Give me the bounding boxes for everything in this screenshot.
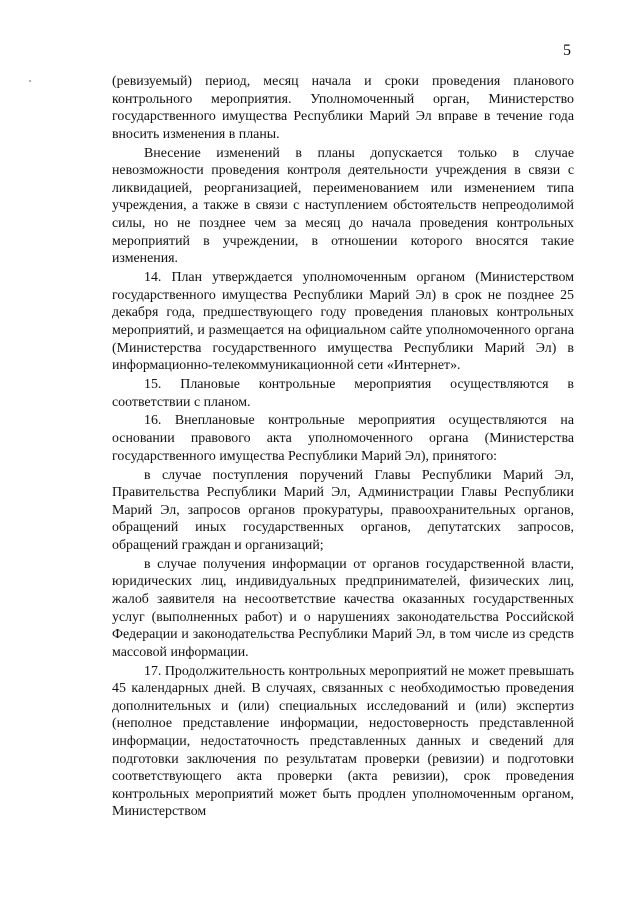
- paragraph-5: 16. Внеплановые контрольные мероприятия осуществляются на основании правового акта уполномоченного органа (Министерства государственного имущества Республики Марий Эл), принятого:: [112, 413, 574, 464]
- paragraph-4: 15. Плановые контрольные мероприятия осуществляются в соответствии с планом.: [112, 376, 574, 410]
- paragraph-8: 17. Продолжительность контрольных мероприятий не может превышать 45 календарных дней. В случаях, связанных с необходимостью проведения дополнительных и (или) специальных исследований и (или) экспертиз (неполное представление информации, недостоверность представленной информации, недостаточность представленных данных и сведений для подготовки заключения по результатам проверки (ревизии) и подготовки соответствующего акта проверки (акта ревизии), срок проведения контрольных мероприятий может быть продлен уполномоченным органом, Министерством: [112, 663, 574, 820]
- paragraph-7: в случае получения информации от органов государственной власти, юридических лиц, индивидуальных предпринимателей, физических лиц, жалоб заявителя на несоответствие качества оказанных государственных услуг (выполненных работ) и о нарушениях законодательства Российской Федерации и законодательства Республики Марий Эл, в том числе из средств массовой информации.: [112, 556, 574, 660]
- document-body: [112, 73, 574, 822]
- paragraph-1: (ревизуемый) период, месяц начала и сроки проведения планового контрольного мероприятия. Уполномоченный орган, Министерство государственного имущества Республики Марий Эл вправе в течение года вносить изменения в планы.: [112, 74, 574, 142]
- paragraph-2: Внесение изменений в планы допускается только в случае невозможности проведения контроля деятельности учреждения в связи с ликвидацией, реорганизацией, переименованием или изменением типа учреждения, а также в связи с наступлением обстоятельств непреодолимой силы, но не позднее чем за месяц до начала проведения контрольных мероприятий в учреждении, в отношении которого вносятся такие изменения.: [112, 145, 574, 267]
- scan-speck: [29, 80, 31, 82]
- page-number: 5: [563, 42, 571, 59]
- paragraph-3: 14. План утверждается уполномоченным органом (Министерством государственного имущества Республики Марий Эл) в срок не позднее 25 декабря года, предшествующего году проведения плановых контрольных мероприятий, и размещается на официальном сайте уполномоченного органа (Министерства государственного имущества Республики Марий Эл) в информационно-телекоммуникационной сети «Интернет».: [112, 270, 574, 374]
- paragraph-6: в случае поступления поручений Главы Республики Марий Эл, Правительства Республики Марий Эл, Администрации Главы Республики Марий Эл, запросов органов прокуратуры, правоохранительных органов, обращений иных государственных органов, депутатских запросов, обращений граждан и организаций;: [112, 467, 574, 553]
